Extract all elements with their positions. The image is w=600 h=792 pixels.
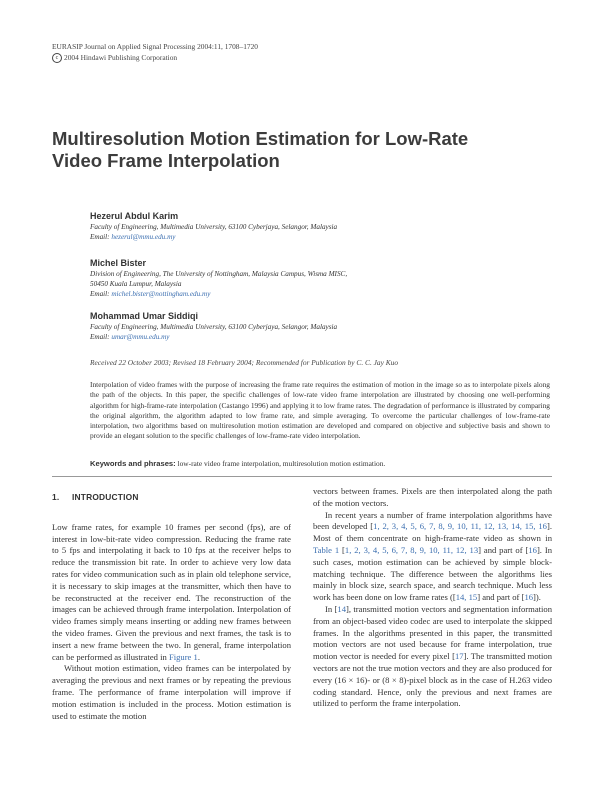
author-affiliation: Division of Engineering, The University of Nottingham, Malaysia Campus, Wisma MISC, [90,270,348,278]
received-line: Received 22 October 2003; Revised 18 February 2004; Recommended for Publication by C. C. Jay Kuo [90,358,399,367]
citation-link[interactable]: 1, 2, 3, 4, 5, 6, 7, 8, 9, 10, 11, 12, 13 [344,544,479,555]
paragraph: Without motion estimation, video frames can be interpolated by averaging the previous and next frames or by repeating the previous frame. The performance of frame interpolation will improve if motion estimation is included in the process. Motion estimation is used to estimate the motion [52,663,291,721]
publisher: 2004 Hindawi Publishing Corporation [64,52,178,62]
email-link[interactable]: hezerul@mmu.edu.my [111,233,176,241]
email-link[interactable]: umar@mmu.edu.my [111,333,170,341]
citation-link[interactable]: 17 [454,651,464,662]
author-email-line: Email: michel.bister@nottingham.edu.my [90,290,211,298]
email-link[interactable]: michel.bister@nottingham.edu.my [111,290,211,298]
paragraph: In [14], transmitted motion vectors and segmentation information from an object-based video codec are used to interpolate the skipped frames. In the algorithms presented in this paper, the transmitted motion vectors are not used because for frame interpolation, true motion vector is needed for every pixel [17]. The transmitted motion vectors are not the true motion vectors and they are also produced for every (16 × 16)- or (8 × 8)-pixel block as in the case of H.263 video coding standard. Hence, only the previous and next frames are utilized to perform the frame interpolation. [313,603,552,709]
author-name: Mohammad Umar Siddiqi [90,311,199,321]
citation-link[interactable]: 14, 15 [455,592,478,603]
journal-citation: EURASIP Journal on Applied Signal Processing 2004:11, 1708–1720 [52,42,258,51]
author-name: Hezerul Abdul Karim [90,211,179,221]
keywords [90,459,385,468]
author-3 [90,310,560,342]
left-column [52,486,291,722]
paragraph: In recent years a number of frame interpolation algorithms have been developed [1, 2, 3, 4, 5, 6, 7, 8, 9, 10, 11, 12, 13, 14, 15, 16]. Most of them concentrate on high-frame-rate video as shown in Table 1 [1, 2, 3, 4, 5, 6, 7, 8, 9, 10, 11, 12, 13] and part of [16]. In such cases, motion estimation can be achieved by simple block-matching technique. The difference between the algorithms lies mainly in block size, search space, and search technique. Much less work has been done on low frame rates ([14, 15] and part of [16]). [313,509,552,603]
abstract: Interpolation of video frames with the purpose of increasing the frame rate requires the estimation of motion in the image so as to interpolate pixels along the path of the objects. In this paper, the specific challenges of low-rate video frame interpolation are illustrated by choosing one well-performing algorithm for high-frame-rate interpolation (Castango 1996) and applying it to low frame rates. The degradation of performance is illustrated by comparing the original algorithm, the algorithm adapted to low frame rate, and simple averaging. To overcome the particular challenges of low-frame-rate interpolation, two algorithms based on multiresolution motion estimation are developed and compared on objective and subjective basis and shown to provide an elegant solution to the specific challenges of low-frame-rate video interpolation. [90,380,550,441]
figure-link[interactable]: Figure 1 [168,651,198,662]
copyright-line [52,53,258,64]
section-heading [52,492,291,504]
title-line-1: Multiresolution Motion Estimation for Low-Rate [52,128,469,149]
citation-link[interactable]: 14 [337,603,347,614]
paragraph: Low frame rates, for example 10 frames per second (fps), are of interest in low-bit-rate video compression. Reducing the frame rate to 5 fps and interpolating it back to 10 fps at the receiver helps to reduce the transmission bit rate. In order to achieve very low data rates for video communication such as in plain old telephone service, it is necessary to skip images at the transmitter, which then have to be reconstructed at the receiver end. The reconstruction of the images can be achieved through frame interpolation. Interpolation of video frames simply means inserting or adding new frames between the video frames. Given the previous and next frames, the task is to insert a new frame between the two. In general, frame interpolation can be performed as illustrated in Figure 1. [52,521,291,662]
author-name: Michel Bister [90,258,147,268]
section-number: 1. [52,492,60,502]
author-email-line: Email: hezerul@mmu.edu.my [90,233,176,241]
author-affiliation: 50450 Kuala Lumpur, Malaysia [90,280,182,288]
page-title [52,128,552,172]
author-affiliation: Faculty of Engineering, Multimedia University, 63100 Cyberjaya, Selangor, Malaysia [90,323,338,331]
journal-header [52,42,258,63]
author-email-line: Email: umar@mmu.edu.my [90,333,170,341]
author-1 [90,210,560,242]
table-link[interactable]: Table 1 [313,544,340,555]
copyright-icon: c [52,53,62,63]
citation-link[interactable]: 1, 2, 3, 4, 5, 6, 7, 8, 9, 10, 11, 12, 13, 14, 15, 16 [373,521,547,532]
title-line-2: Video Frame Interpolation [52,150,280,171]
citation-link[interactable]: 16 [528,544,537,555]
keywords-text: low-rate video frame interpolation, multiresolution motion estimation. [177,459,386,468]
paragraph: vectors between frames. Pixels are then interpolated along the path of the motion vectors. [313,486,552,508]
author-2 [90,257,560,299]
author-affiliation: Faculty of Engineering, Multimedia University, 63100 Cyberjaya, Selangor, Malaysia [90,223,338,231]
section-title: INTRODUCTION [72,492,139,502]
citation-link[interactable]: 16 [524,592,534,603]
right-column [313,486,552,710]
divider [52,476,552,477]
keywords-label: Keywords and phrases: [90,459,176,468]
